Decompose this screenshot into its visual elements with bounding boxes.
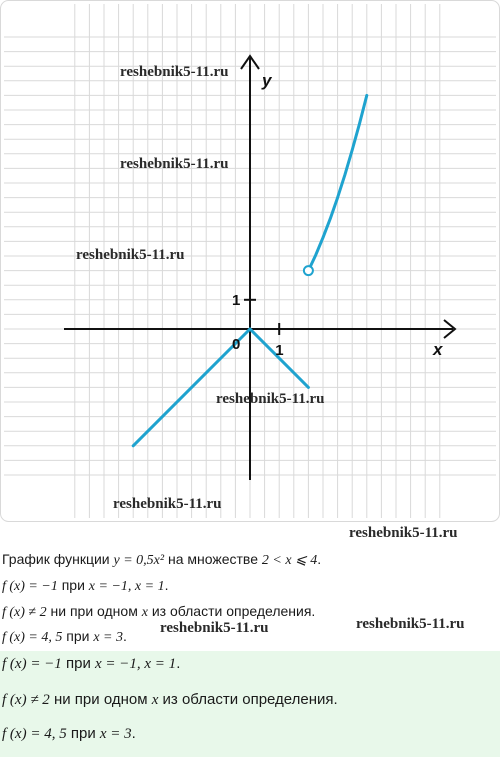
formula: f (x) ≠ 2 [2,605,47,620]
formula: x = −1, x = 1 [88,579,165,594]
answer-text: . [176,655,181,672]
answer-line-1 [2,655,180,673]
origin-label: 0 [232,336,241,353]
solution-text: при [57,577,89,593]
solution-text: на множестве [164,551,262,567]
formula: f (x) ≠ 2 [2,692,50,708]
formula: f (x) = 4, 5 [2,726,67,742]
solution-text: при [62,628,94,644]
watermark: reshebnik5-11.ru [120,156,229,172]
solution-line-4 [2,628,127,646]
formula: x = −1, x = 1 [95,656,177,672]
formula: f (x) = 4, 5 [2,630,63,645]
solution-text: . [317,551,322,567]
watermark: reshebnik5-11.ru [160,620,269,636]
watermark: reshebnik5-11.ru [113,496,222,512]
open-endpoint [304,266,313,275]
watermark: reshebnik5-11.ru [356,616,465,632]
solution-text: График функции [2,551,114,567]
x-tick-label: 1 [275,342,284,359]
answer-text: из области определения. [158,691,338,708]
formula: x = 3 [93,630,124,645]
solution-line-2 [2,577,168,595]
solution-line-3 [2,603,315,621]
solution-line-1 [2,551,321,569]
solution-text: ни при одном [46,603,142,619]
answer-text: . [131,725,136,742]
y-axis-label: y [262,71,272,90]
formula: f (x) = −1 [2,656,62,672]
answer-text: ни при одном [49,691,152,708]
answer-text: при [66,725,100,742]
answer-line-3 [2,725,136,743]
formula: y = 0,5x² [113,553,165,568]
solution-text: . [164,577,169,593]
x-axis-label: x [433,340,443,359]
formula: 2 < x ⩽ 4 [261,553,318,568]
watermark: reshebnik5-11.ru [349,525,458,541]
y-tick-label: 1 [232,291,241,309]
solution-text: из области определения. [147,603,316,619]
answer-line-2 [2,691,338,709]
watermark: reshebnik5-11.ru [216,391,325,407]
solution-text: . [123,628,127,644]
watermark: reshebnik5-11.ru [120,64,229,80]
answer-text: при [61,655,95,672]
formula: x [151,692,159,708]
formula: x [141,605,148,620]
formula: f (x) = −1 [2,579,58,594]
formula: x = 3 [99,726,132,742]
watermark: reshebnik5-11.ru [76,247,185,263]
answer-block [0,651,500,757]
